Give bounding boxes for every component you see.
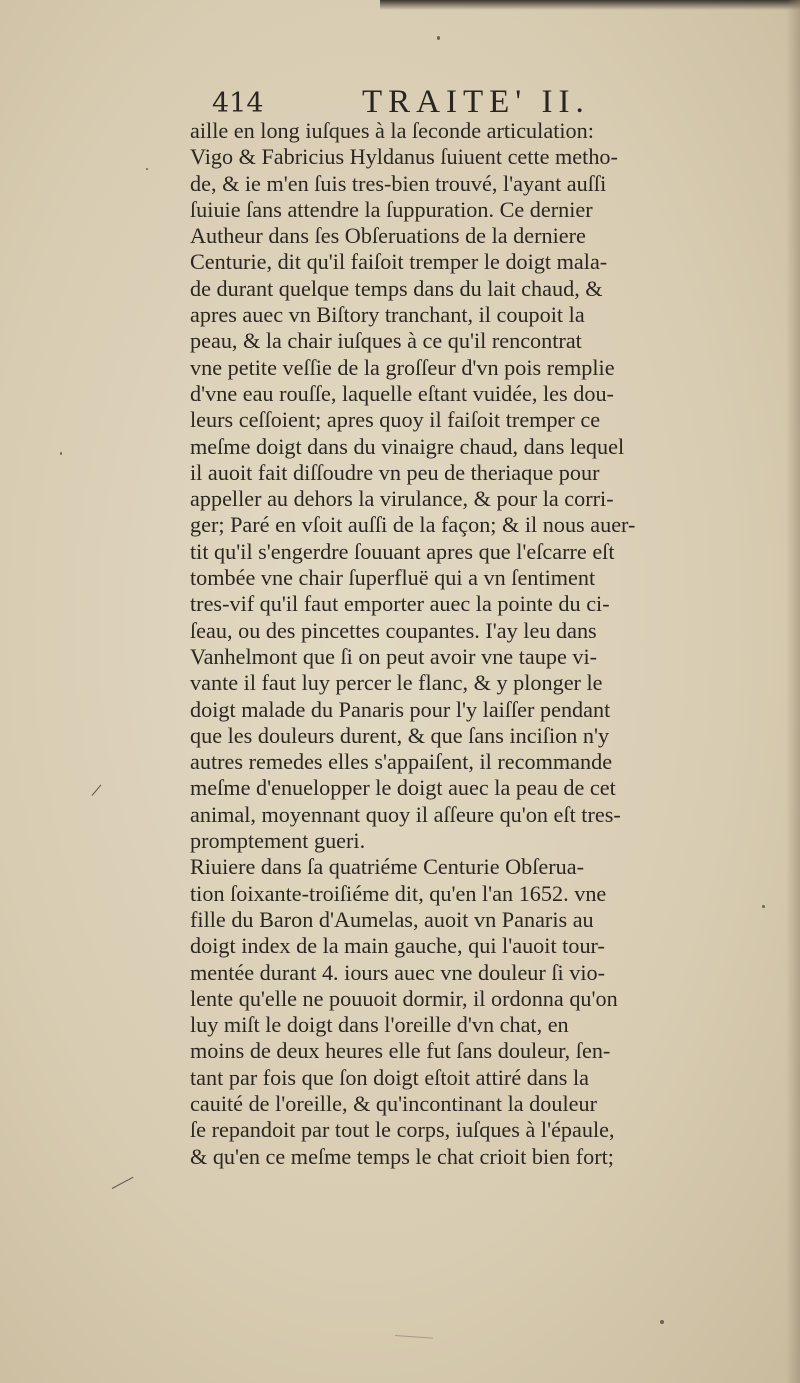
text-line: fille du Baron d'Aumelas, auoit vn Panaris au xyxy=(190,906,594,932)
text-line: autres remedes elles s'appaiſent, il recommande xyxy=(190,749,613,775)
paper-speck xyxy=(437,36,440,40)
text-line: mentée durant 4. iours auec vne douleur ſi vio- xyxy=(190,959,606,985)
text-line: cauité de l'oreille, & qu'incontinant la douleur xyxy=(190,1090,597,1116)
paper-mark xyxy=(92,784,102,795)
paper-speck xyxy=(660,1320,664,1324)
text-line: animal, moyennant quoy il aſſeure qu'on eſt tres- xyxy=(190,801,621,827)
text-line: apres auec vn Biſtory tranchant, il coupoit la xyxy=(190,302,585,328)
text-line: meſme doigt dans du vinaigre chaud, dans lequel xyxy=(190,433,625,459)
text-line: lente qu'elle ne pouuoit dormir, il ordonna qu'on xyxy=(190,985,618,1011)
text-line: d'vne eau rouſſe, laquelle eſtant vuidée, les dou- xyxy=(190,380,614,406)
text-line: doigt index de la main gauche, qui l'auoit tour- xyxy=(190,933,605,959)
text-line: tion ſoixante-troiſiéme dit, qu'en l'an 1652. vne xyxy=(190,880,607,906)
text-line: promptement gueri. xyxy=(190,828,366,854)
text-line: & qu'en ce meſme temps le chat crioit bien fort; xyxy=(190,1143,614,1169)
text-line: ſeau, ou des pincettes coupantes. I'ay leu dans xyxy=(190,617,597,643)
text-line: leurs ceſſoient; apres quoy il faiſoit tremper ce xyxy=(190,407,601,433)
text-line: doigt malade du Panaris pour l'y laiſſer pendant xyxy=(190,696,611,722)
text-line: vante il faut luy percer le flanc, & y plonger le xyxy=(190,670,603,696)
text-line: ſuiuie ſans attendre la ſuppuration. Ce dernier xyxy=(190,196,593,222)
paper-mark xyxy=(112,1177,134,1189)
paper-speck xyxy=(762,905,765,908)
text-line: tres-vif qu'il faut emporter auec la pointe du ci- xyxy=(190,591,610,617)
text-line: tant par fois que ſon doigt eſtoit attiré dans la xyxy=(190,1064,590,1090)
text-line: ſe repandoit par tout le corps, iuſques à l'épaule, xyxy=(190,1117,615,1143)
paper-mark xyxy=(395,1335,433,1339)
paper-speck xyxy=(60,452,62,455)
text-line: luy miſt le doigt dans l'oreille d'vn chat, en xyxy=(190,1012,569,1038)
text-line: Riuiere dans ſa quatriéme Centurie Obſerua- xyxy=(190,854,585,880)
text-line: de durant quelque temps dans du lait chaud, & xyxy=(190,275,603,301)
text-line: tombée vne chair ſuperfluë qui a vn ſentiment xyxy=(190,565,596,591)
text-line: que les douleurs durent, & que ſans inciſion n'y xyxy=(190,722,610,748)
text-line: vne petite veſſie de la groſſeur d'vn pois remplie xyxy=(190,354,615,380)
paper-speck xyxy=(146,168,148,170)
text-line: ger; Paré en vſoit auſſi de la façon; & il nous auer- xyxy=(190,512,636,538)
text-line: Autheur dans ſes Obſeruations de la derniere xyxy=(190,223,586,249)
text-line: Vigo & Fabricius Hyldanus ſuiuent cette metho- xyxy=(190,144,618,170)
page-number: 414 xyxy=(212,88,264,119)
text-line: Vanhelmont que ſi on peut avoir vne taupe vi- xyxy=(190,643,598,669)
text-line: Centurie, dit qu'il faiſoit tremper le doigt mala- xyxy=(190,249,608,275)
text-line: il auoit fait diſſoudre vn peu de theriaque pour xyxy=(190,459,600,485)
text-line: tit qu'il s'engerdre ſouuant apres que l'eſcarre eſt xyxy=(190,538,615,564)
text-line: moins de deux heures elle fut ſans douleur, ſen- xyxy=(190,1038,611,1064)
page-top-shadow xyxy=(380,0,800,10)
text-line: peau, & la chair iuſques à ce qu'il rencontrat xyxy=(190,328,582,354)
running-title: TRAITE' II. xyxy=(362,84,590,120)
body-text xyxy=(190,118,790,1170)
text-line: meſme d'enuelopper le doigt auec la peau de cet xyxy=(190,775,616,801)
text-line: appeller au dehors la virulance, & pour la corri- xyxy=(190,486,614,512)
text-line: de, & ie m'en ſuis tres-bien trouvé, l'ayant auſſi xyxy=(190,170,607,196)
text-line: aille en long iuſques à la ſeconde articulation: xyxy=(190,118,594,143)
